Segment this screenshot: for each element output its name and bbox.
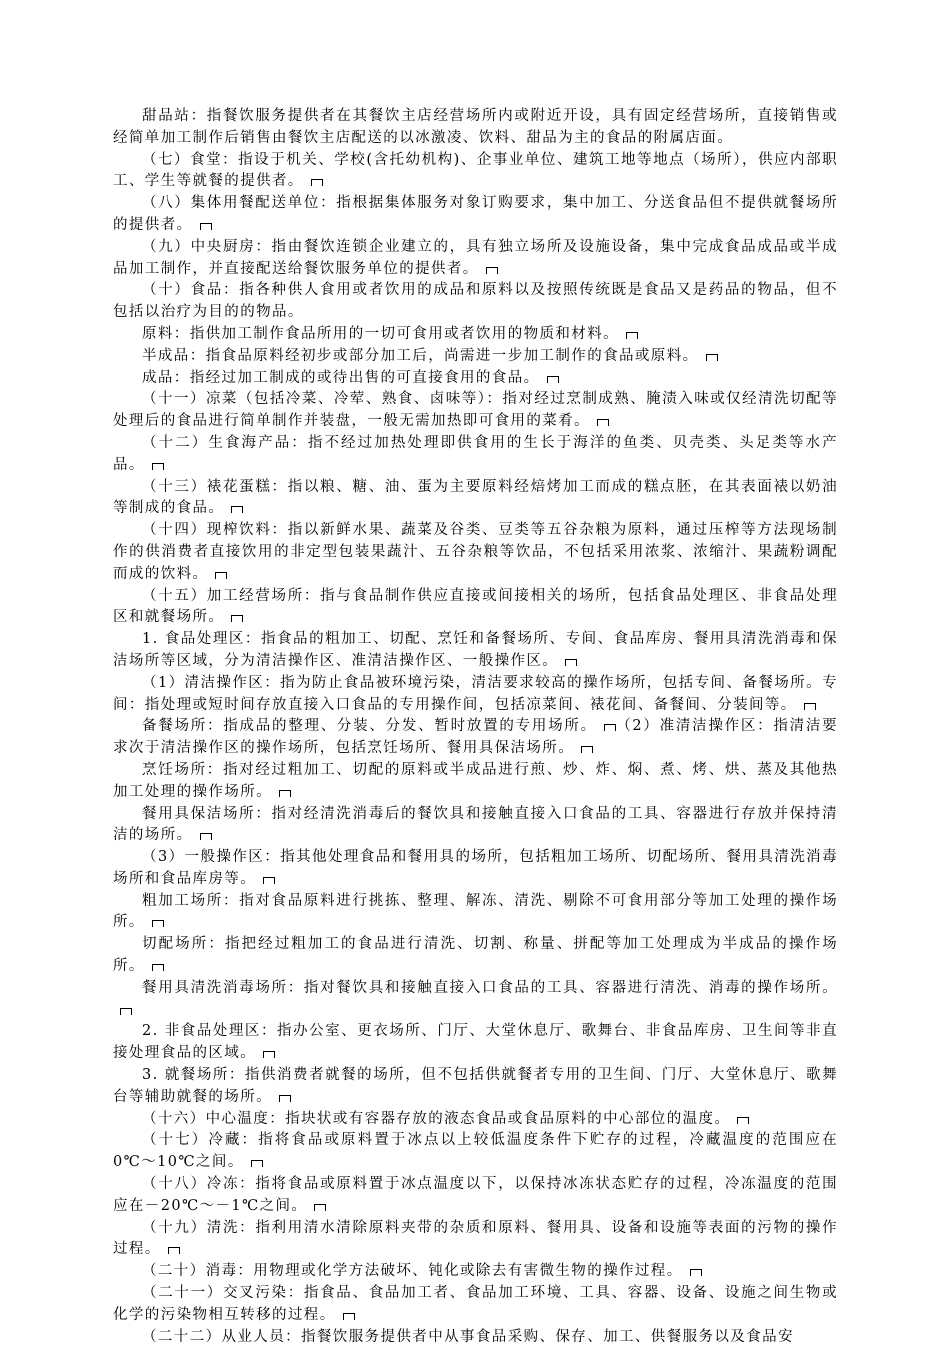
paragraph <box>113 934 838 978</box>
paragraph-text: 3. 就餐场所：指供消费者就餐的场所，但不包括供就餐者专用的卫生间、门厅、大堂休息厅、歌舞台等辅助就餐的场所。 <box>113 1067 838 1105</box>
paragraph-text: 餐用具保洁场所：指对经清洗消毒后的餐饮具和接触直接入口食品的工具、容器进行存放并保持清洁的场所。 <box>113 805 838 844</box>
paragraph-mark-icon <box>737 1117 749 1124</box>
paragraph-text: 烹饪场所：指对经过粗加工、切配的原料或半成品进行煎、炒、炸、焖、煮、烤、烘、蒸及其他热加工处理的操作场所。 <box>113 761 838 800</box>
paragraph-text: 粗加工场所：指对食品原料进行挑拣、整理、解冻、清洗、剔除不可食用部分等加工处理的操作场所。 <box>113 892 838 931</box>
paragraph-text: （1）清洁操作区：指为防止食品被环境污染，清洁要求较高的操作场所，包括专间、备餐场所。专间：指处理或短时间存放直接入口食品的专用操作间，包括凉菜间、裱花间、备餐间、分装间等。 <box>113 674 838 713</box>
paragraph-mark-icon <box>804 703 816 710</box>
paragraph <box>113 324 838 346</box>
paragraph-text: （十五）加工经营场所：指与食品制作供应直接或间接相关的场所，包括食品处理区、非食品处理区和就餐场所。 <box>113 587 838 626</box>
paragraph <box>113 368 838 390</box>
paragraph-text: （十七）冷藏：指将食品或原料置于冰点以上较低温度条件下贮存的过程，冷藏温度的范围应在 0℃～10℃之间。 <box>113 1132 838 1171</box>
paragraph-text: （十八）冷冻：指将食品或原料置于冰点温度以下，以保持冰冻状态贮存的过程，冷冻温度的范围应在－20℃～－1℃之间。 <box>113 1176 838 1214</box>
paragraph-mark-icon <box>200 833 212 840</box>
paragraph-mark-icon <box>311 179 323 186</box>
paragraph <box>113 716 838 760</box>
paragraph-text: （十二）生食海产品：指不经过加热处理即供食用的生长于海洋的鱼类、贝壳类、头足类等水产品。 <box>113 434 838 473</box>
paragraph-mark-icon <box>231 506 243 513</box>
paragraph-text: （九）中央厨房：指由餐饮连锁企业建立的，具有独立场所及设施设备，集中完成食品成品或半成品加工制作，并直接配送给餐饮服务单位的提供者。 <box>113 238 838 277</box>
paragraph-text: （七）食堂：指设于机关、学校(含托幼机构)、企事业单位、建筑工地等地点（场所），供应内部职工、学生等就餐的提供者。 <box>113 151 838 190</box>
paragraph-mark-icon <box>343 1313 355 1320</box>
paragraph <box>113 804 838 848</box>
paragraph <box>113 150 838 194</box>
paragraph-text: （二十二）从业人员：指餐饮服务提供者中从事食品采购、保存、加工、供餐服务以及食品安 <box>142 1328 794 1345</box>
paragraph-text: 2. 非食品处理区：指办公室、更衣场所、门厅、大堂休息厅、歌舞台、非食品库房、卫生间等非直接处理食品的区域。 <box>113 1023 838 1062</box>
paragraph-text: （二十）消毒：用物理或化学方法破坏、钝化或除去有害微生物的操作过程。 <box>142 1263 683 1280</box>
paragraph <box>113 520 838 585</box>
paragraph-text: 半成品：指食品原料经初步或部分加工后，尚需进一步加工制作的食品或原料。 <box>142 347 699 364</box>
paragraph <box>113 1021 838 1065</box>
paragraph <box>113 389 838 433</box>
paragraph-text: （十四）现榨饮料：指以新鲜水果、蔬菜及谷类、豆类等五谷杂粮为原料，通过压榨等方法现场制作的供消费者直接饮用的非定型包装果蔬汁、五谷杂粮等饮品，不包括采用浓浆、浓缩汁、果蔬粉调配而成的饮料。 <box>113 522 838 582</box>
paragraph-text: （十）食品：指各种供人食用或者饮用的成品和原料以及按照传统既是食品又是药品的物品，但不包括以治疗为目的的物品。 <box>113 282 838 321</box>
paragraph-text: 备餐场所：指成品的整理、分装、分发、暂时放置的专用场所。 <box>142 718 597 735</box>
paragraph-mark-icon <box>597 419 609 426</box>
paragraph-text: 成品：指经过加工制成的或待出售的可直接食用的食品。 <box>142 369 540 386</box>
paragraph-mark-icon <box>279 1095 291 1102</box>
paragraph <box>113 1109 838 1131</box>
paragraph-text: 1. 食品处理区：指食品的粗加工、切配、烹饪和备餐场所、专间、食品库房、餐用具清洗消毒和保洁场所等区域，分为清洁操作区、准清洁操作区、一般操作区。 <box>113 631 838 669</box>
paragraph-text: （八）集体用餐配送单位：指根据集体服务对象订购要求，集中加工、分送食品但不提供就餐场所的提供者。 <box>113 195 838 233</box>
paragraph-text: （二十一）交叉污染：指食品、食品加工者、食品加工环境、工具、容器、设备、设施之间生物或化学的污染物相互转移的过程。 <box>113 1285 838 1323</box>
paragraph <box>113 433 838 477</box>
paragraph-text: （十六）中心温度：指块状或有容器存放的液态食品或食品原料的中心部位的温度。 <box>142 1110 731 1127</box>
paragraph-text: 原料：指供加工制作食品所用的一切可食用或者饮用的物质和材料。 <box>142 325 619 342</box>
paragraph <box>113 477 838 521</box>
paragraph-text: （十九）清洗：指利用清水清除原料夹带的杂质和原料、餐用具、设备和设施等表面的污物的操作过程。 <box>113 1219 838 1258</box>
paragraph-mark-icon <box>581 746 593 753</box>
paragraph-mark-icon <box>279 790 291 797</box>
paragraph <box>113 586 838 630</box>
paragraph <box>113 1065 838 1109</box>
paragraph-text: 切配场所：指把经过粗加工的食品进行清洗、切割、称量、拼配等加工处理成为半成品的操作场所。 <box>113 936 838 975</box>
paragraph <box>113 237 838 281</box>
paragraph-mark-icon <box>604 724 616 731</box>
paragraph <box>113 106 838 150</box>
paragraph <box>113 760 838 804</box>
paragraph <box>113 1327 838 1348</box>
paragraph <box>113 891 838 935</box>
paragraph <box>113 280 838 324</box>
paragraph-mark-icon <box>200 223 212 230</box>
paragraph <box>113 673 838 717</box>
paragraph-mark-icon <box>565 659 577 666</box>
paragraph-text: （十三）裱花蛋糕：指以粮、糖、油、蛋为主要原料经焙烤加工而成的糕点胚，在其表面裱以奶油等制成的食品。 <box>113 478 838 517</box>
paragraph-mark-icon <box>168 1247 180 1254</box>
paragraph <box>113 1218 838 1262</box>
paragraph <box>113 1261 838 1283</box>
paragraph-mark-icon <box>152 920 164 927</box>
paragraph-mark-icon <box>690 1269 702 1276</box>
paragraph-mark-icon <box>547 376 559 383</box>
paragraph-mark-icon <box>120 1008 132 1015</box>
paragraph <box>113 847 838 891</box>
paragraph <box>113 978 838 1022</box>
paragraph-mark-icon <box>314 1204 326 1211</box>
paragraph <box>113 346 838 368</box>
paragraph-mark-icon <box>263 1051 275 1058</box>
paragraph-mark-icon <box>152 964 164 971</box>
paragraph-mark-icon <box>626 332 638 339</box>
paragraph <box>113 193 838 237</box>
paragraph-text: （2）准清洁操作区：指清洁要求次于清洁操作区的操作场所，包括烹饪场所、餐用具保洁场所。 <box>113 718 838 757</box>
paragraph-mark-icon <box>251 1160 263 1167</box>
paragraph <box>113 1174 838 1218</box>
paragraph <box>113 1130 838 1174</box>
paragraph-text: （十一）凉菜（包括冷菜、冷荤、熟食、卤味等）：指对经过烹制成熟、腌渍入味或仅经清洗切配等处理后的食品进行简单制作并装盘，一般无需加热即可食用的菜肴。 <box>113 391 838 430</box>
paragraph-mark-icon <box>706 354 718 361</box>
paragraph-mark-icon <box>152 463 164 470</box>
paragraph-text: 甜品站：指餐饮服务提供者在其餐饮主店经营场所内或附近开设，具有固定经营场所，直接销售或经简单加工制作后销售由餐饮主店配送的以冰激凌、饮料、甜品为主的食品的附属店面。 <box>113 108 838 146</box>
paragraph-mark-icon <box>486 267 498 274</box>
paragraph <box>113 1283 838 1327</box>
paragraph-mark-icon <box>231 615 243 622</box>
paragraph-text: 餐用具清洗消毒场所：指对餐饮具和接触直接入口食品的工具、容器进行清洗、消毒的操作场所。 <box>142 979 838 996</box>
paragraph-text: （3）一般操作区：指其他处理食品和餐用具的场所，包括粗加工场所、切配场所、餐用具清洗消毒场所和食品库房等。 <box>113 849 838 887</box>
paragraph-mark-icon <box>263 877 275 884</box>
paragraph <box>113 629 838 673</box>
paragraph-mark-icon <box>215 572 227 579</box>
